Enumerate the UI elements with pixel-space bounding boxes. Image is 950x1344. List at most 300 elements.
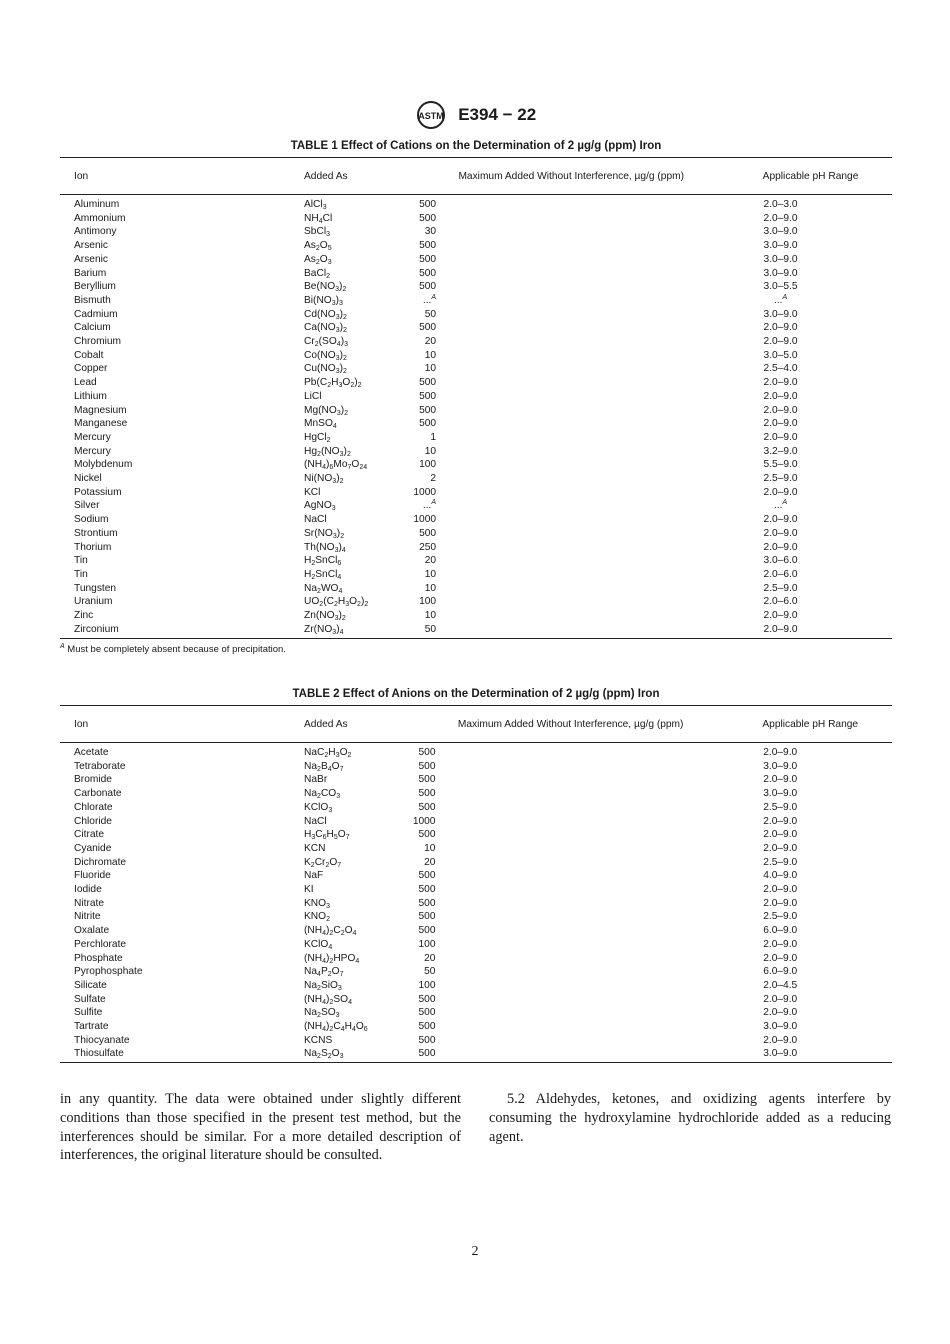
cell-max-added: 20: [424, 856, 436, 868]
cell-ion: Sulfate: [74, 993, 106, 1005]
cell-ion: Phosphate: [74, 952, 123, 964]
table-row: [60, 869, 892, 883]
table-row: [60, 1034, 892, 1048]
table-row: [60, 924, 892, 938]
cell-added-as: $NaC_2H_3O_2$: [304, 747, 352, 759]
table-row: [60, 595, 892, 609]
cell-added-as: $H_3C_6H_5O_7$: [304, 829, 350, 842]
astm-logo-icon: [414, 100, 448, 130]
cell-ph-range: 2.0–9.0: [763, 404, 798, 416]
cell-ph-range: 2.0–9.0: [763, 418, 798, 430]
cell-added-as: HgCl$_2$: [304, 431, 331, 444]
table-row: [60, 267, 892, 281]
column-header-added-as: Added As: [304, 170, 348, 182]
cell-ion: Zirconium: [60, 623, 304, 638]
cell-max-added: 500: [418, 870, 436, 882]
cell-ph-range: 2.5–9.0: [763, 856, 798, 868]
cell-max-added: 500: [418, 760, 436, 772]
cell-added-as: NaCl: [304, 514, 327, 526]
table-row: [60, 965, 892, 979]
table-row: [60, 499, 892, 513]
cell-added-as: $Zr(NO_3)_4$: [304, 623, 413, 638]
cell-ion: Zinc: [74, 610, 94, 622]
cell-ph-range: 3.0–9.0: [763, 226, 798, 238]
cell-added-as: $Ca(NO_3)_2$: [304, 322, 347, 335]
table-row: [60, 417, 892, 431]
cell-added-as: NaCl: [304, 815, 327, 827]
cell-max-added: 500: [419, 418, 437, 430]
cell-max-added: 100: [419, 459, 437, 471]
cell-max-added: 500: [419, 404, 437, 416]
cell-added-as: KI: [304, 884, 314, 896]
table-2-title: TABLE 2 Effect of Anions on the Determination of 2 µg/g (ppm) Iron: [292, 688, 660, 700]
table-row: [60, 239, 892, 253]
cell-ion: Bromide: [74, 774, 112, 786]
table-row: [60, 513, 892, 527]
table-row: [60, 390, 892, 404]
cell-max-added: 500: [418, 897, 436, 909]
table-row: [60, 773, 892, 787]
cell-max-added: 100: [419, 596, 437, 608]
cell-max-added: 10: [424, 582, 437, 594]
cell-added-as: KCl: [304, 486, 321, 498]
cell-ph-range: 3.0–5.0: [763, 349, 798, 361]
cell-added-as: $Na_2B_4O_7$: [304, 760, 344, 773]
cell-added-as: $(NH_4)_2C_4H_4O_6$: [304, 1021, 368, 1034]
cell-ph-range: 2.0–9.0: [763, 938, 798, 950]
cell-added-as: KClO$_4$: [304, 938, 333, 951]
table-row: [60, 1006, 892, 1020]
cell-ion: Mercury: [74, 445, 111, 457]
cell-ion: Sodium: [74, 514, 109, 526]
table-row: [60, 404, 892, 418]
cell-ion: Copper: [74, 363, 108, 375]
cell-ph-range: 2.0–9.0: [763, 212, 798, 224]
cell-ph-range: ...$^A$: [773, 499, 788, 512]
cell-added-as: $Cu(NO_3)_2$: [304, 363, 347, 376]
table-row: [60, 308, 892, 322]
cell-added-as: $H_2SnCl_6$: [304, 555, 342, 568]
cell-ion: Cobalt: [74, 349, 104, 361]
table-row: [60, 760, 892, 774]
cell-ph-range: 5.5–9.0: [763, 459, 798, 471]
cell-added-as: $Th(NO_3)_4$: [304, 541, 346, 554]
cell-added-as: $Na_2CO_3$: [304, 788, 341, 801]
table-row: [60, 787, 892, 801]
cell-ion: Lithium: [74, 390, 107, 402]
table-row: [60, 897, 892, 911]
table-row: [60, 431, 892, 445]
cell-ion: Oxalate: [74, 925, 110, 937]
cell-ph-range: 2.0–9.0: [763, 486, 798, 498]
cell-ph-range: 3.0–9.0: [763, 240, 798, 252]
cell-max-added: 500: [418, 1034, 436, 1046]
cell-ph-range: 3.0–9.0: [728, 1047, 892, 1062]
table-row: [60, 938, 892, 952]
table-row: [60, 458, 892, 472]
cell-max-added: 500: [419, 527, 437, 539]
cell-ion: Tungsten: [74, 582, 117, 594]
cell-ion: Uranium: [74, 596, 113, 608]
column-header-ph-range: Applicable pH Range: [762, 718, 859, 730]
cell-ph-range: 3.0–9.0: [763, 788, 798, 800]
cell-ph-range: 2.0–9.0: [763, 377, 798, 389]
cell-ph-range: 2.0–9.0: [763, 747, 798, 758]
cell-ph-range: 3.0–6.0: [763, 555, 798, 567]
cell-max-added: 20: [424, 952, 436, 964]
cell-ion: Calcium: [74, 322, 111, 334]
table-1-title: TABLE 1 Effect of Cations on the Determination of 2 µg/g (ppm) Iron: [290, 140, 662, 152]
cell-max-added: 500: [419, 253, 437, 265]
column-header-max-added: Maximum Added Without Interference, µg/g (ppm): [457, 718, 684, 730]
cell-ion: Thiocyanate: [74, 1034, 130, 1046]
table-row: [60, 609, 892, 623]
cell-max-added: 500: [418, 1007, 436, 1019]
cell-ion: Barium: [74, 267, 107, 279]
cell-added-as: $Na_2SO_3$: [304, 1007, 340, 1020]
cell-max-added: 10: [424, 610, 437, 622]
cell-max-added: 500: [418, 993, 436, 1005]
cell-ion: Thorium: [74, 541, 112, 553]
cell-added-as: $KNO_3$: [304, 897, 330, 910]
table-row: [60, 321, 892, 335]
cell-ph-range: 2.0–9.0: [763, 336, 798, 348]
cell-ph-range: 2.0–9.0: [763, 610, 798, 622]
cell-ion: Strontium: [74, 527, 118, 539]
cell-ph-range: 2.5–9.0: [763, 473, 798, 485]
table-row: [60, 952, 892, 966]
cell-ph-range: 2.0–9.0: [763, 527, 798, 539]
cell-ph-range: 3.0–5.5: [763, 281, 798, 293]
table-row: [60, 335, 892, 349]
table-row: [60, 376, 892, 390]
cell-ion: Acetate: [74, 747, 109, 758]
cell-added-as: KClO$_3$: [304, 801, 333, 814]
cell-ph-range: 3.0–9.0: [763, 253, 798, 265]
cell-ph-range: 2.0–9.0: [763, 390, 798, 402]
table-row: [60, 445, 892, 459]
cell-ion: Perchlorate: [74, 938, 127, 950]
cell-added-as: $Zn(NO_3)_2$: [304, 610, 346, 623]
cell-added-as: $(NH_4)_2HPO_4$: [304, 952, 360, 965]
cell-added-as: $H_2SnCl_4$: [304, 568, 342, 581]
cell-added-as: $Bi(NO_3)_3$: [304, 294, 343, 307]
cell-max-added: 500: [419, 267, 437, 279]
cell-ph-range: ...$^A$: [773, 293, 788, 306]
cell-ion: Bismuth: [74, 294, 111, 306]
cell-ion: Fluoride: [74, 870, 111, 882]
cell-max-added: 10: [424, 842, 436, 854]
cell-ph-range: 6.0–9.0: [763, 925, 798, 937]
table-row: [60, 349, 892, 363]
cell-max-added: 10: [424, 363, 437, 375]
cell-ion: Thiosulfate: [60, 1047, 304, 1062]
cell-ion: Cyanide: [74, 842, 112, 854]
cell-ph-range: 2.0–9.0: [763, 815, 798, 827]
cell-added-as: $Sr(NO_3)_2$: [304, 527, 345, 540]
column-header-ph-range: Applicable pH Range: [762, 170, 859, 182]
cell-ion: Mercury: [74, 431, 111, 443]
cell-ph-range: 2.0–9.0: [763, 993, 798, 1005]
table-row: [60, 212, 892, 226]
cell-added-as: $Na_2SiO_3$: [304, 979, 342, 992]
table-row: [60, 195, 892, 212]
cell-added-as: $UO_2(C_2H_3O_2)_2$: [304, 596, 369, 609]
table-2: [60, 688, 892, 1063]
paragraph: in any quantity. The data were obtained under slightly different conditions than those specified in the present test method, but the interferences should be similar. For a more detailed description of interferences, the original literature should be consulted.: [60, 1091, 461, 1164]
table-row: [60, 568, 892, 582]
column-header-added-as: Added As: [304, 718, 348, 730]
cell-max-added: 500: [418, 801, 436, 813]
cell-ph-range: 2.0–9.0: [763, 829, 798, 841]
page-number: 2: [471, 1244, 479, 1259]
cell-ph-range: 2.5–9.0: [763, 582, 798, 594]
table-row: [60, 856, 892, 870]
cell-ion: Nickel: [74, 473, 102, 485]
cell-ph-range: 2.0–6.0: [763, 596, 798, 608]
cell-max-added: 10: [424, 349, 437, 361]
cell-added-as: KCNS: [304, 1034, 333, 1046]
column-header-max-added: Maximum Added Without Interference, µg/g (ppm): [458, 170, 684, 182]
cell-added-as: MnSO$_4$: [304, 418, 337, 431]
cell-max-added: 500: [413, 1047, 729, 1062]
cell-ph-range: 2.0–9.0: [763, 541, 798, 553]
cell-ion: Silver: [74, 500, 100, 512]
cell-max-added: 10: [424, 445, 437, 457]
cell-ion: Chromium: [74, 336, 121, 348]
cell-ph-range: 3.0–9.0: [763, 308, 798, 320]
cell-max-added: 100: [418, 979, 436, 991]
table-row: [60, 842, 892, 856]
cell-added-as: $(NH_4)_2SO_4$: [304, 993, 352, 1006]
cell-added-as: $KNO_2$: [304, 911, 330, 924]
cell-ph-range: 2.0–9.0: [763, 774, 798, 786]
table-row: [60, 225, 892, 239]
cell-max-added: 500: [419, 390, 437, 402]
cell-ion: Tin: [74, 568, 88, 580]
svg-text:ASTM: ASTM: [418, 111, 444, 121]
cell-added-as: $As_2O_3$: [304, 253, 332, 266]
cell-max-added: 100: [418, 938, 436, 950]
cell-ion: Citrate: [74, 829, 105, 841]
cell-ion: Sulfite: [74, 1007, 103, 1019]
cell-max-added: 30: [424, 226, 437, 238]
cell-max-added: 250: [419, 541, 437, 553]
cell-ion: Dichromate: [74, 856, 127, 868]
cell-max-added: 50: [424, 966, 436, 978]
cell-max-added: 50: [413, 623, 729, 638]
table-row: [60, 910, 892, 924]
cell-added-as: $Co(NO_3)_2$: [304, 349, 347, 362]
cell-max-added: 500: [418, 911, 436, 923]
cell-ion: Pyrophosphate: [74, 966, 143, 978]
cell-ion: Arsenic: [74, 253, 108, 265]
cell-added-as: SbCl$_3$: [304, 226, 330, 239]
cell-added-as: $Pb(C_2H_3O_2)_2$: [304, 377, 362, 390]
cell-added-as: $Cr_2(SO_4)_3$: [304, 336, 348, 349]
cell-ph-range: 2.5–9.0: [763, 801, 798, 813]
cell-ph-range: 2.0–9.0: [763, 1034, 798, 1046]
cell-ion: Tartrate: [74, 1021, 109, 1033]
table-row: [60, 623, 892, 638]
cell-added-as: $Cd(NO_3)_2$: [304, 308, 347, 321]
table-row: [60, 828, 892, 842]
cell-max-added: 500: [419, 377, 437, 389]
cell-ion: Arsenic: [74, 240, 108, 252]
cell-ion: Carbonate: [74, 788, 122, 800]
cell-max-added: 500: [418, 747, 436, 758]
cell-ion: Chloride: [74, 815, 112, 827]
cell-ion: Molybdenum: [74, 459, 133, 471]
cell-ph-range: 2.0–9.0: [763, 514, 798, 526]
cell-max-added: 500: [419, 281, 437, 293]
cell-ion: Antimony: [74, 226, 117, 238]
cell-max-added: 500: [418, 774, 436, 786]
table-row: [60, 582, 892, 596]
cell-max-added: 500: [418, 788, 436, 800]
cell-ion: Iodide: [74, 884, 102, 896]
cell-max-added: ...$^A$: [422, 293, 437, 306]
cell-ph-range: 2.0–9.0: [763, 897, 798, 909]
cell-max-added: 500: [418, 1021, 436, 1033]
cell-added-as: $(NH_4)_6Mo_7O_{24}$: [304, 459, 368, 472]
cell-ion: Nitrite: [74, 911, 101, 923]
cell-ph-range: 2.5–4.0: [763, 363, 798, 375]
cell-added-as: $(NH_4)_2C_2O_4$: [304, 925, 357, 938]
table-1-footnote: $^A$ Must be completely absent because of precipitation.: [60, 642, 286, 655]
cell-added-as: $Ni(NO_3)_2$: [304, 473, 344, 486]
cell-ion: Magnesium: [74, 404, 127, 416]
paragraph-5-2: 5.2 Aldehydes, ketones, and oxidizing agents interfere by consuming the hydroxylamine hydrochloride added as a reducing agent.: [489, 1091, 891, 1145]
cell-max-added: 1000: [412, 815, 436, 827]
table-row: [60, 1047, 892, 1062]
cell-added-as: $Na_2WO_4$: [304, 582, 343, 595]
table-row: [60, 554, 892, 568]
table-row: [60, 362, 892, 376]
cell-ph-range: 3.2–9.0: [763, 445, 798, 457]
cell-ion: Potassium: [74, 486, 122, 498]
body-text-right-column: [489, 1090, 891, 1146]
cell-ion: Silicate: [74, 979, 107, 991]
table-1-body: [60, 195, 892, 639]
cell-added-as: KCN: [304, 842, 326, 854]
cell-ion: Lead: [74, 377, 97, 389]
table-2-header-row: [60, 706, 892, 743]
cell-max-added: ...$^A$: [422, 499, 437, 512]
cell-max-added: 500: [419, 240, 437, 252]
cell-ion: Nitrate: [74, 897, 105, 909]
cell-ph-range: 2.0–6.0: [763, 568, 798, 580]
document-id: E394 − 22: [458, 105, 537, 124]
cell-added-as: $K_2Cr_2O_7$: [304, 856, 342, 869]
cell-added-as: NaBr: [304, 774, 328, 786]
page-header: [0, 100, 950, 130]
table-row: [60, 1020, 892, 1034]
cell-max-added: 500: [418, 829, 436, 841]
cell-max-added: 50: [424, 308, 437, 320]
cell-added-as: AlCl$_3$: [304, 199, 327, 211]
cell-max-added: 500: [419, 322, 437, 334]
cell-max-added: 20: [424, 555, 437, 567]
cell-ion: Cadmium: [74, 308, 118, 320]
cell-max-added: 500: [419, 212, 437, 224]
cell-max-added: 10: [424, 568, 437, 580]
cell-added-as: $Mg(NO_3)_2$: [304, 404, 349, 417]
cell-ph-range: 2.0–9.0: [763, 952, 798, 964]
cell-max-added: 1: [430, 431, 437, 443]
cell-max-added: 500: [418, 925, 436, 937]
table-1: [60, 140, 892, 655]
cell-ion: Manganese: [74, 418, 128, 430]
table-row: [60, 486, 892, 500]
table-row: [60, 253, 892, 267]
cell-ion: Beryllium: [74, 281, 116, 293]
cell-ph-range: 4.0–9.0: [763, 870, 798, 882]
cell-added-as: BaCl$_2$: [304, 267, 330, 280]
table-row: [60, 801, 892, 815]
cell-max-added: 500: [419, 199, 437, 210]
cell-ph-range: 6.0–9.0: [763, 966, 798, 978]
table-row: [60, 743, 892, 760]
table-row: [60, 815, 892, 829]
table-row: [60, 979, 892, 993]
cell-max-added: 2: [430, 473, 437, 485]
cell-ph-range: 2.0–9.0: [763, 1007, 798, 1019]
table-row: [60, 280, 892, 294]
table-row: [60, 472, 892, 486]
cell-ion: Aluminum: [74, 199, 120, 210]
cell-added-as: $Be(NO_3)_2$: [304, 281, 347, 294]
cell-ion: Ammonium: [74, 212, 126, 224]
cell-max-added: 1000: [413, 514, 437, 526]
cell-added-as: $NH_4Cl$: [304, 212, 333, 225]
cell-max-added: 1000: [413, 486, 437, 498]
cell-ph-range: 3.0–9.0: [763, 1021, 798, 1033]
cell-ph-range: 2.0–9.0: [763, 884, 798, 896]
cell-added-as: $Na_4P_2O_7$: [304, 966, 344, 979]
table-row: [60, 541, 892, 555]
cell-added-as: AgNO$_3$: [304, 500, 336, 513]
cell-ph-range: 3.0–9.0: [763, 267, 798, 279]
cell-added-as: $Na_2S_2O_3$: [304, 1047, 413, 1062]
table-row: [60, 294, 892, 308]
table-row: [60, 883, 892, 897]
cell-ph-range: 3.0–9.0: [763, 760, 798, 772]
cell-added-as: $As_2O_5$: [304, 240, 332, 253]
cell-max-added: 20: [424, 336, 437, 348]
table-2-body: [60, 743, 892, 1063]
cell-ph-range: 2.0–9.0: [763, 431, 798, 443]
column-header-ion: Ion: [74, 718, 89, 730]
cell-ion: Chlorate: [74, 801, 113, 813]
cell-ph-range: 2.5–9.0: [763, 911, 798, 923]
cell-ph-range: 2.0–4.5: [763, 979, 798, 991]
cell-ion: Tin: [74, 555, 88, 567]
table-row: [60, 527, 892, 541]
cell-ion: Tetraborate: [74, 760, 126, 772]
column-header-ion: Ion: [74, 170, 89, 182]
table-row: [60, 993, 892, 1007]
cell-added-as: LiCl: [304, 390, 322, 402]
cell-added-as: $Hg_2(NO_3)_2$: [304, 445, 351, 458]
cell-max-added: 500: [418, 884, 436, 896]
cell-ph-range: 2.0–9.0: [729, 623, 892, 638]
cell-added-as: NaF: [304, 870, 324, 882]
table-1-header-row: [60, 158, 892, 195]
body-text-left-column: [60, 1090, 461, 1165]
cell-ph-range: 2.0–3.0: [763, 199, 798, 210]
cell-ph-range: 2.0–9.0: [763, 842, 798, 854]
